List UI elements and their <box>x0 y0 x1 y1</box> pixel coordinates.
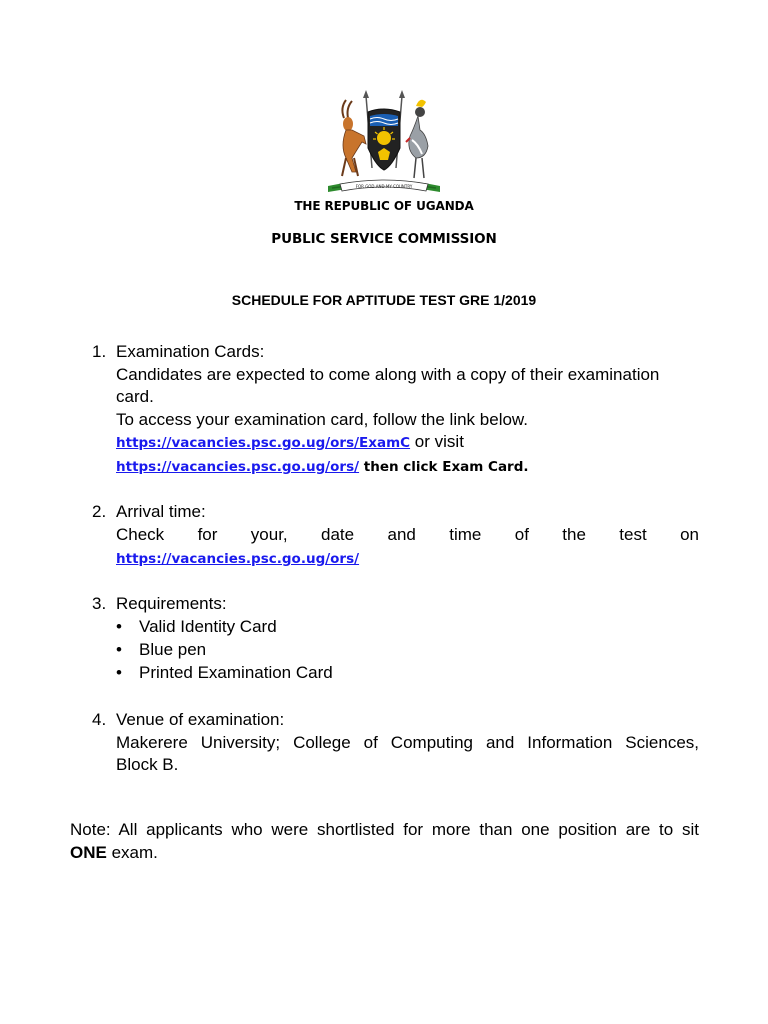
ors-portal-link[interactable]: https://vacancies.psc.go.ug/ors/ <box>116 459 360 475</box>
item-link-line <box>116 455 699 479</box>
item-heading: Requirements: <box>116 594 227 613</box>
exam-card-link[interactable]: https://vacancies.psc.go.ug/ors/ExamC <box>116 435 411 451</box>
organization-name: PUBLIC SERVICE COMMISSION <box>271 231 497 247</box>
item-link-line <box>116 431 699 455</box>
item-text: card. <box>116 387 154 406</box>
item-number: 2. <box>92 502 107 521</box>
country-name: THE REPUBLIC OF UGANDA <box>294 199 474 213</box>
note-emphasis: ONE <box>70 842 107 862</box>
requirements-list <box>116 616 333 685</box>
exam-card-label: Exam Card. <box>442 459 529 475</box>
requirement-item: • Blue pen <box>116 639 333 662</box>
requirement-item: • Printed Examination Card <box>116 662 333 685</box>
item-text: Check for your, date and time of the test on <box>116 524 699 544</box>
item-number: 4. <box>92 710 107 729</box>
uganda-coat-of-arms-emblem <box>322 88 446 198</box>
item-text: Candidates are expected to come along with a copy of their examination <box>116 364 660 384</box>
item-text: To access your examination card, follow the link below. <box>116 409 528 429</box>
note-text: Note: All applicants who were shortlisted for more than one position are to sit <box>70 820 699 839</box>
note-text-end: exam. <box>106 842 158 862</box>
crest-motto: FOR GOD AND MY COUNTRY <box>355 184 413 189</box>
item-heading: Examination Cards: <box>116 342 265 361</box>
item-heading: Arrival time: <box>116 502 206 521</box>
link-suffix: or visit <box>410 432 464 451</box>
requirement-item: • Valid Identity Card <box>116 616 333 639</box>
item-number: 1. <box>92 342 107 361</box>
link-suffix: then click <box>359 459 443 475</box>
item-heading: Venue of examination: <box>116 710 285 729</box>
document-title: SCHEDULE FOR APTITUDE TEST GRE 1/2019 <box>231 292 537 308</box>
ors-portal-link[interactable]: https://vacancies.psc.go.ug/ors/ <box>116 551 360 567</box>
item-text: Block B. <box>116 755 179 774</box>
note-text-continued <box>70 842 699 865</box>
item-number: 3. <box>92 594 107 613</box>
item-text: Makerere University; College of Computing and Information Sciences, <box>116 732 699 752</box>
